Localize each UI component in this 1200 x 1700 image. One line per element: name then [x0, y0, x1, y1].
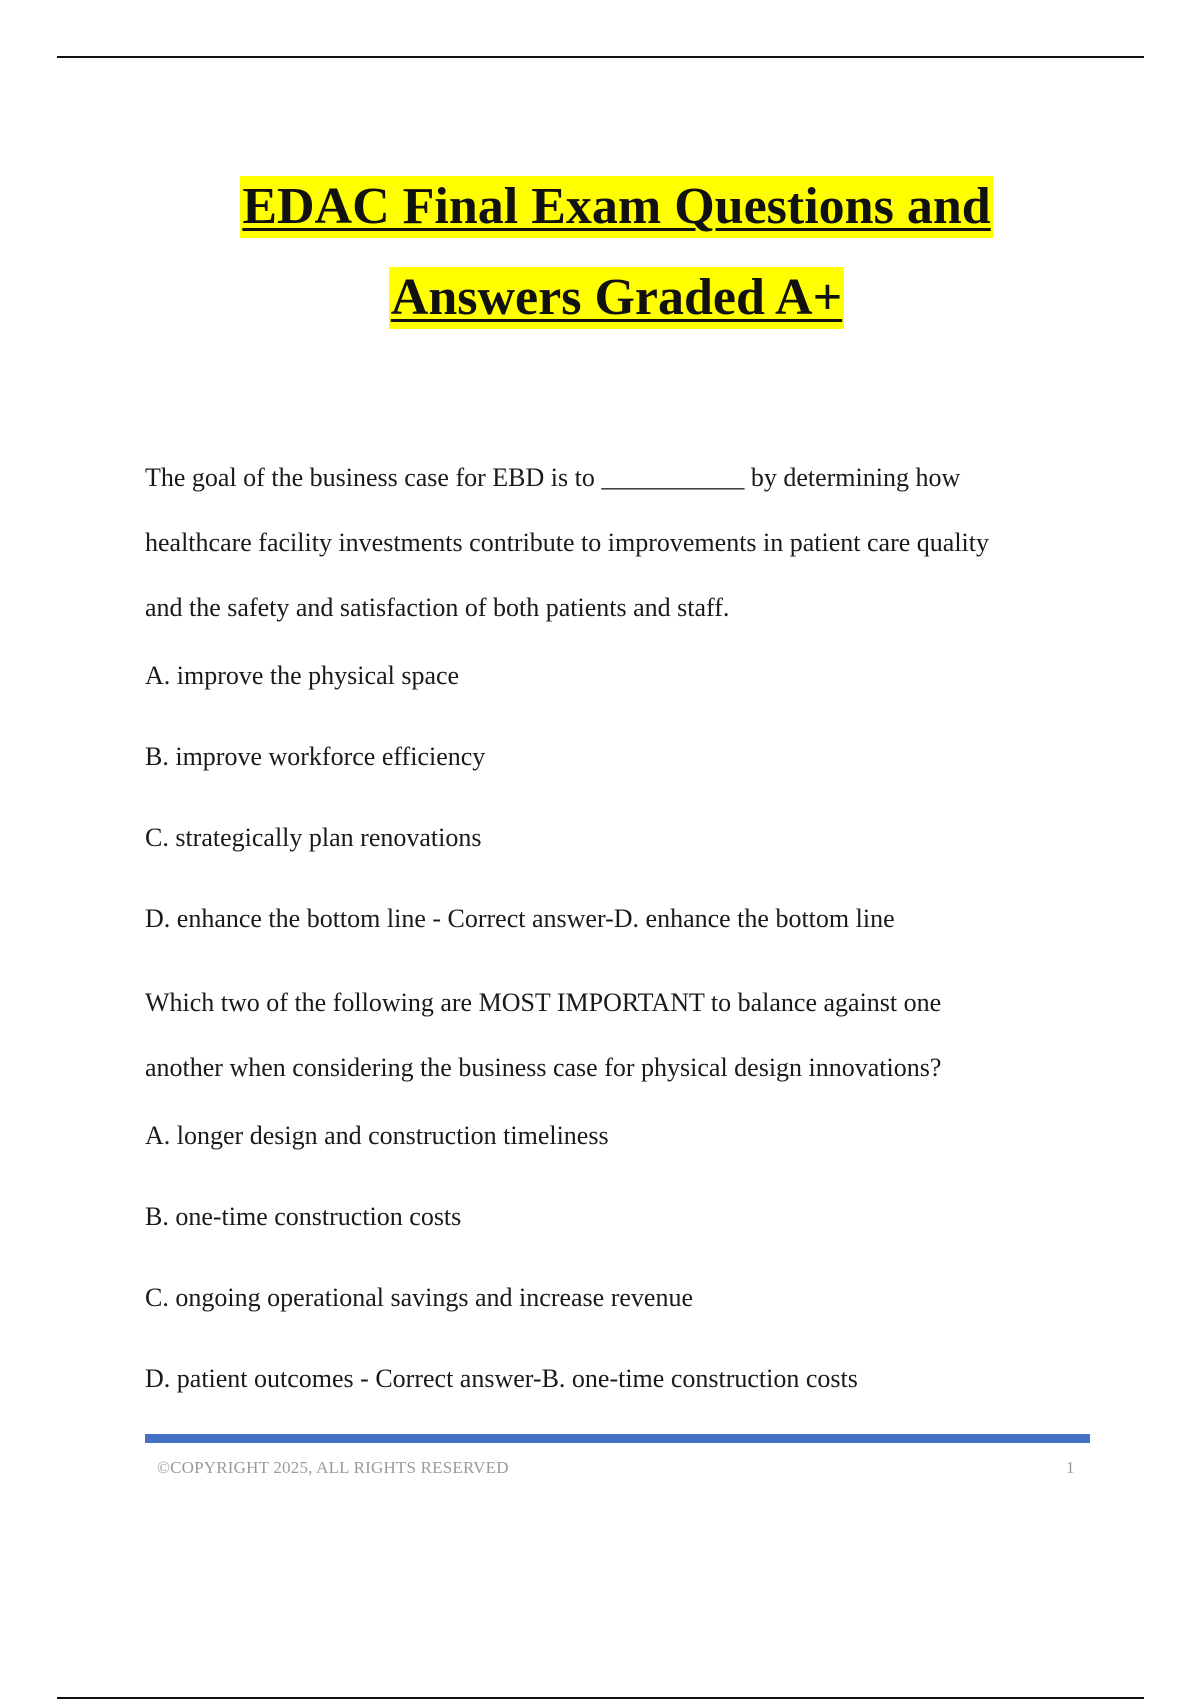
question-1 [145, 445, 1090, 974]
question-2-option-c: C. ongoing operational savings and increase revenue [145, 1283, 693, 1312]
footer-copyright: ©COPYRIGHT 2025, ALL RIGHTS RESERVED [157, 1458, 509, 1477]
question-2 [145, 970, 1090, 1434]
title-line-1: EDAC Final Exam Questions and [240, 176, 992, 238]
question-2-option-d: D. patient outcomes - Correct answer-B. one-time construction costs [145, 1364, 858, 1393]
question-1-option-b: B. improve workforce efficiency [145, 742, 486, 771]
question-1-line-3: and the safety and satisfaction of both patients and staff. [145, 593, 730, 622]
document-title [0, 176, 1200, 358]
question-2-option-b: B. one-time construction costs [145, 1202, 462, 1231]
question-1-line-2: healthcare facility investments contribute to improvements in patient care quality [145, 528, 989, 557]
question-2-option-a: A. longer design and construction timeliness [145, 1121, 609, 1150]
top-rule [57, 56, 1144, 58]
question-1-line-1: The goal of the business case for EBD is to ___________ by determining how [145, 463, 961, 492]
question-1-option-c: C. strategically plan renovations [145, 823, 482, 852]
document-body [145, 445, 1090, 1434]
question-2-line-1: Which two of the following are MOST IMPORTANT to balance against one [145, 988, 942, 1017]
footer-bar [145, 1434, 1090, 1443]
question-1-option-a: A. improve the physical space [145, 661, 460, 690]
question-1-option-d: D. enhance the bottom line - Correct answer-D. enhance the bottom line [145, 904, 895, 933]
bottom-rule [57, 1697, 1144, 1699]
question-2-line-2: another when considering the business case for physical design innovations? [145, 1053, 942, 1082]
page-number: 1 [1066, 1458, 1075, 1477]
title-line-2: Answers Graded A+ [389, 267, 844, 329]
